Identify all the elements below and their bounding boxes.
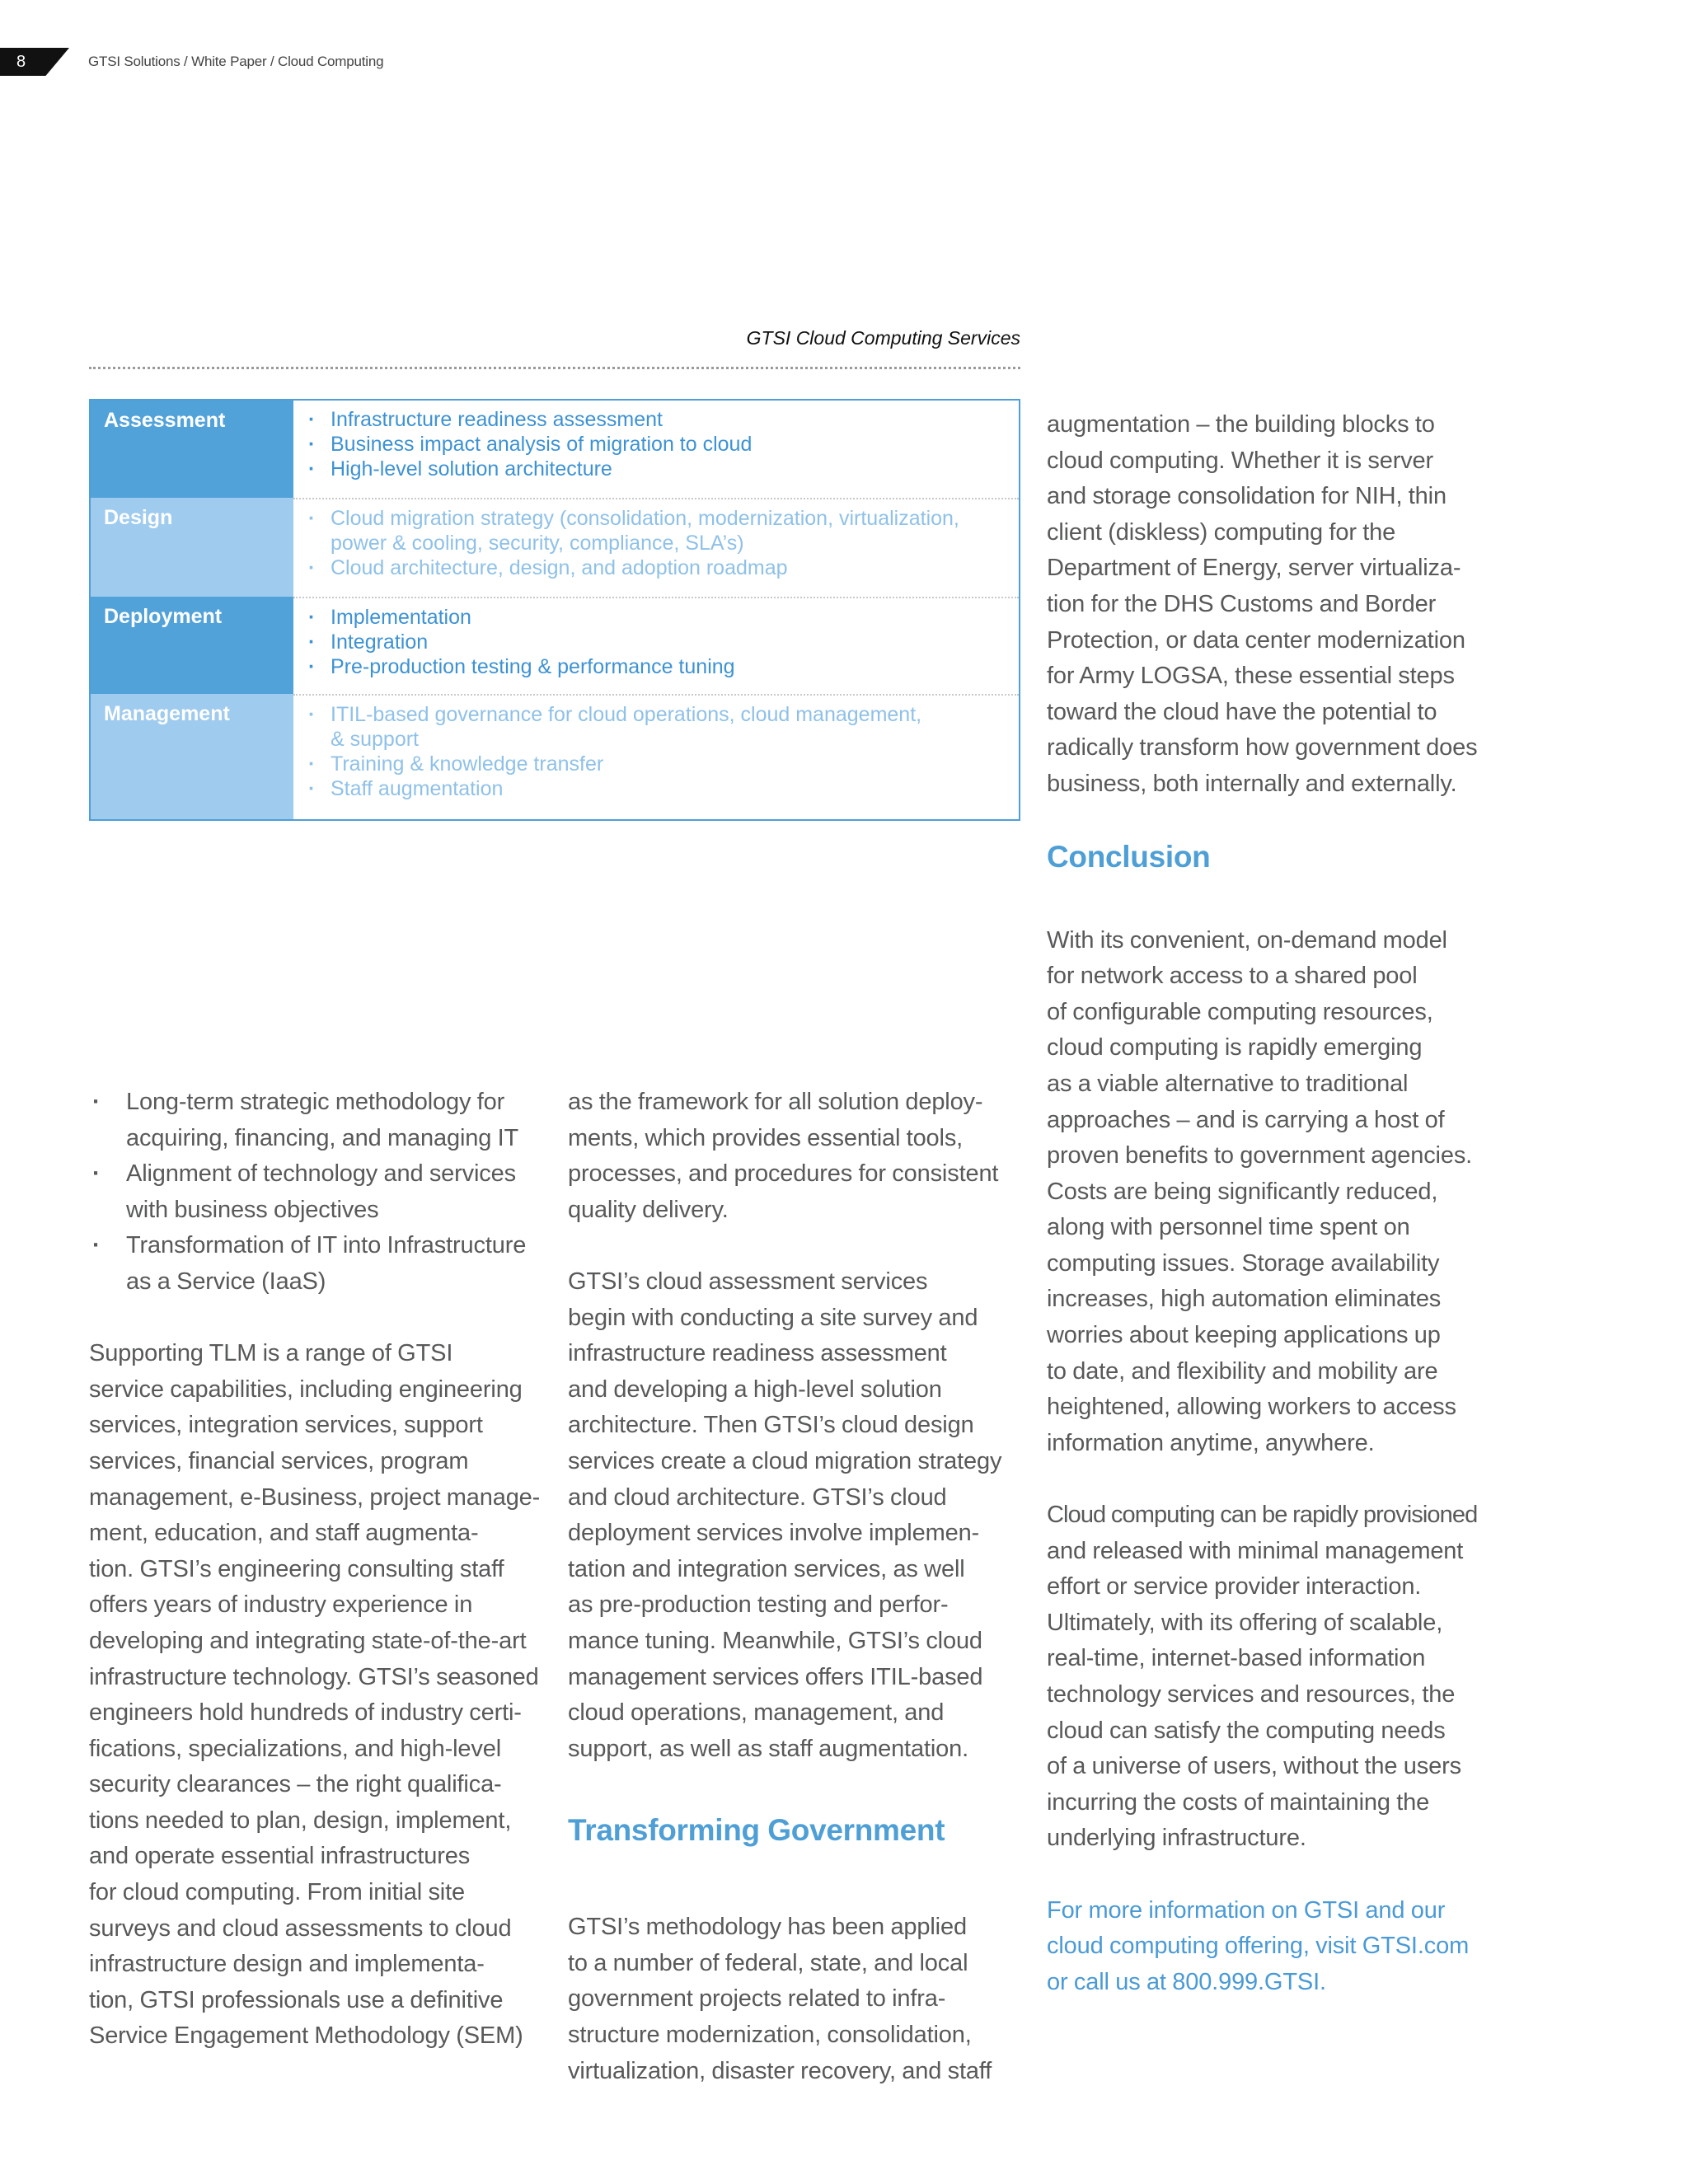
text-line: With its convenient, on-demand model bbox=[1047, 926, 1447, 954]
service-item-list bbox=[293, 597, 1019, 694]
service-item: · Implementation bbox=[308, 605, 1002, 630]
service-label: Assessment bbox=[91, 401, 293, 498]
service-item-line: power & cooling, security, compliance, SLA’s) bbox=[331, 532, 744, 555]
text-line: approaches – and is carrying a host of bbox=[1047, 1106, 1445, 1133]
text-line: cloud computing is rapidly emerging bbox=[1047, 1034, 1423, 1062]
paragraph-supporting-tlm bbox=[89, 1336, 551, 2055]
table-caption: GTSI Cloud Computing Services bbox=[746, 327, 1020, 349]
section-heading-conclusion: Conclusion bbox=[1047, 839, 1211, 874]
bullet-item-line: as a Service (IaaS) bbox=[126, 1268, 326, 1295]
paragraph-augmentation bbox=[1047, 407, 1508, 803]
text-line: tions needed to plan, design, implement, bbox=[89, 1807, 512, 1834]
page-number: 8 bbox=[16, 53, 26, 71]
service-item-line: Cloud migration strategy (consolidation, modernization, virtualization, bbox=[331, 507, 959, 530]
service-item: · High-level solution architecture bbox=[308, 457, 1002, 481]
text-line: technology services and resources, the bbox=[1047, 1681, 1456, 1708]
text-line: security clearances – the right qualifica- bbox=[89, 1771, 502, 1798]
text-line: ments, which provides essential tools, bbox=[568, 1124, 964, 1151]
text-line: infrastructure design and implementa- bbox=[89, 1951, 485, 1978]
text-line: for Army LOGSA, these essential steps bbox=[1047, 663, 1455, 690]
service-item-list bbox=[293, 401, 1019, 498]
text-line: heightened, allowing workers to access bbox=[1047, 1394, 1456, 1421]
service-item: · Integration bbox=[308, 630, 1002, 654]
service-row-design bbox=[91, 498, 1019, 597]
service-item: · Business impact analysis of migration to cloud bbox=[308, 432, 1002, 457]
page-number-tab bbox=[0, 48, 69, 76]
text-column-3 bbox=[1047, 407, 1508, 2000]
text-line: and released with minimal management bbox=[1047, 1537, 1464, 1564]
text-line: offers years of industry experience in bbox=[89, 1591, 473, 1619]
text-line: underlying infrastructure. bbox=[1047, 1825, 1306, 1852]
text-line: surveys and cloud assessments to cloud bbox=[89, 1915, 512, 1942]
text-line: Protection, or data center modernization bbox=[1047, 626, 1465, 654]
text-line: Supporting TLM is a range of GTSI bbox=[89, 1340, 453, 1367]
text-line: architecture. Then GTSI’s cloud design bbox=[568, 1412, 974, 1439]
text-line: augmentation – the building blocks to bbox=[1047, 411, 1435, 438]
text-line: Cloud computing can be rapidly provisioned bbox=[1047, 1502, 1478, 1529]
text-line: begin with conducting a site survey and bbox=[568, 1304, 978, 1331]
text-column-1 bbox=[89, 1085, 551, 2055]
text-line: for cloud computing. From initial site bbox=[89, 1879, 465, 1906]
text-line: engineers hold hundreds of industry certi- bbox=[89, 1699, 522, 1727]
service-item-line: ITIL-based governance for cloud operations, cloud management, bbox=[331, 703, 922, 726]
text-line: processes, and procedures for consistent bbox=[568, 1160, 999, 1188]
cta-line: or call us at 800.999.GTSI. bbox=[1047, 1968, 1326, 1995]
section-heading-transforming-government: Transforming Government bbox=[568, 1813, 945, 1848]
text-line: ment, education, and staff augmenta- bbox=[89, 1520, 479, 1547]
service-item: · Infrastructure readiness assessment bbox=[308, 407, 1002, 432]
text-line: tion, GTSI professionals use a definitive bbox=[89, 1986, 504, 2013]
text-line: service capabilities, including engineering bbox=[89, 1376, 523, 1403]
service-item: · Training & knowledge transfer bbox=[308, 752, 1002, 776]
service-item: · Staff augmentation bbox=[308, 776, 1002, 801]
text-line: tation and integration services, as well bbox=[568, 1555, 965, 1582]
text-line: as pre-production testing and perfor- bbox=[568, 1591, 949, 1619]
text-line: support, as well as staff augmentation. bbox=[568, 1735, 969, 1762]
text-line: of a universe of users, without the users bbox=[1047, 1753, 1461, 1780]
service-row-deployment bbox=[91, 597, 1019, 694]
text-line: deployment services involve implemen- bbox=[568, 1520, 980, 1547]
services-table bbox=[89, 399, 1020, 821]
text-line: fications, specializations, and high-level bbox=[89, 1735, 501, 1762]
text-line: and operate essential infrastructures bbox=[89, 1843, 471, 1870]
service-item: · Pre-production testing & performance tuning bbox=[308, 654, 1002, 679]
text-line: infrastructure readiness assessment bbox=[568, 1340, 947, 1367]
service-item bbox=[308, 506, 1002, 555]
text-line: infrastructure technology. GTSI’s seasoned bbox=[89, 1663, 539, 1690]
text-line: worries about keeping applications up bbox=[1047, 1322, 1441, 1349]
service-item-list bbox=[293, 694, 1019, 819]
cta-line: cloud computing offering, visit GTSI.com bbox=[1047, 1933, 1470, 1960]
text-line: Costs are being significantly reduced, bbox=[1047, 1178, 1438, 1205]
text-line: information anytime, anywhere. bbox=[1047, 1429, 1375, 1456]
bullet-item-line: acquiring, financing, and managing IT bbox=[126, 1124, 519, 1151]
text-line: radically transform how government does bbox=[1047, 734, 1478, 762]
service-item-line: & support bbox=[331, 728, 420, 751]
bullet-item-line: · Transformation of IT into Infrastructure bbox=[89, 1228, 551, 1264]
text-line: quality delivery. bbox=[568, 1196, 729, 1223]
text-line: to date, and flexibility and mobility are bbox=[1047, 1357, 1438, 1385]
text-line: proven benefits to government agencies. bbox=[1047, 1142, 1473, 1169]
bullet-item-line: · Long-term strategic methodology for bbox=[89, 1085, 551, 1121]
paragraph-cloud-services bbox=[568, 1264, 1029, 1767]
text-line: incurring the costs of maintaining the bbox=[1047, 1788, 1430, 1816]
text-line: cloud computing. Whether it is server bbox=[1047, 447, 1434, 474]
text-line: Service Engagement Methodology (SEM) bbox=[89, 2022, 523, 2050]
text-line: GTSI’s methodology has been applied bbox=[568, 1914, 967, 1941]
text-line: to a number of federal, state, and local bbox=[568, 1949, 968, 1976]
text-line: real-time, internet-based information bbox=[1047, 1645, 1426, 1672]
text-line: increases, high automation eliminates bbox=[1047, 1286, 1442, 1313]
text-line: mance tuning. Meanwhile, GTSI’s cloud bbox=[568, 1627, 982, 1654]
breadcrumb: GTSI Solutions / White Paper / Cloud Computing bbox=[88, 54, 384, 69]
text-line: management, e-Business, project manage- bbox=[89, 1483, 541, 1511]
text-line: virtualization, disaster recovery, and staff bbox=[568, 2057, 992, 2084]
service-item-list bbox=[293, 498, 1019, 597]
paragraph-conclusion bbox=[1047, 923, 1508, 1462]
text-line: cloud operations, management, and bbox=[568, 1699, 945, 1727]
service-label: Deployment bbox=[91, 597, 293, 694]
bullet-list bbox=[89, 1085, 551, 1301]
service-item bbox=[308, 702, 1002, 752]
bullet-item-line: with business objectives bbox=[126, 1196, 379, 1223]
text-line: for network access to a shared pool bbox=[1047, 963, 1418, 990]
service-row-management bbox=[91, 694, 1019, 819]
text-line: GTSI’s cloud assessment services bbox=[568, 1268, 928, 1295]
text-line: tion for the DHS Customs and Border bbox=[1047, 590, 1437, 617]
text-line: effort or service provider interaction. bbox=[1047, 1573, 1422, 1601]
service-label: Design bbox=[91, 498, 293, 597]
text-line: business, both internally and externally. bbox=[1047, 770, 1457, 797]
text-line: Department of Energy, server virtualiza- bbox=[1047, 555, 1461, 582]
service-row-assessment bbox=[91, 401, 1019, 498]
text-line: along with personnel time spent on bbox=[1047, 1214, 1410, 1241]
text-line: of configurable computing resources, bbox=[1047, 998, 1433, 1025]
paragraph-provisioning bbox=[1047, 1497, 1508, 1857]
text-line: and cloud architecture. GTSI’s cloud bbox=[568, 1483, 947, 1511]
text-line: services, financial services, program bbox=[89, 1447, 469, 1474]
text-line: government projects related to infra- bbox=[568, 1985, 946, 2013]
service-label: Management bbox=[91, 694, 293, 819]
text-line: as the framework for all solution deploy- bbox=[568, 1089, 983, 1115]
call-to-action bbox=[1047, 1893, 1508, 2001]
text-line: cloud can satisfy the computing needs bbox=[1047, 1717, 1446, 1744]
text-line: Ultimately, with its offering of scalable, bbox=[1047, 1609, 1443, 1636]
paragraph-methodology bbox=[568, 1910, 1029, 2089]
text-line: services create a cloud migration strategy bbox=[568, 1447, 1002, 1474]
paragraph-sem bbox=[568, 1085, 1029, 1228]
bullet-item-line: · Alignment of technology and services bbox=[89, 1156, 551, 1193]
text-line: developing and integrating state-of-the-art bbox=[89, 1627, 527, 1654]
text-line: and storage consolidation for NIH, thin bbox=[1047, 483, 1447, 510]
text-line: as a viable alternative to traditional bbox=[1047, 1070, 1409, 1097]
text-line: structure modernization, consolidation, bbox=[568, 2022, 972, 2049]
service-item: · Cloud architecture, design, and adoption roadmap bbox=[308, 555, 1002, 580]
text-column-2 bbox=[568, 1085, 1029, 2089]
text-line: client (diskless) computing for the bbox=[1047, 518, 1396, 546]
text-line: tion. GTSI’s engineering consulting staff bbox=[89, 1555, 504, 1582]
cta-line: For more information on GTSI and our bbox=[1047, 1896, 1446, 1924]
text-line: management services offers ITIL-based bbox=[568, 1663, 983, 1690]
text-line: services, integration services, support bbox=[89, 1412, 483, 1439]
text-line: toward the cloud have the potential to bbox=[1047, 698, 1437, 725]
text-line: computing issues. Storage availability bbox=[1047, 1249, 1440, 1277]
caption-divider bbox=[89, 367, 1020, 369]
text-line: and developing a high-level solution bbox=[568, 1376, 942, 1403]
